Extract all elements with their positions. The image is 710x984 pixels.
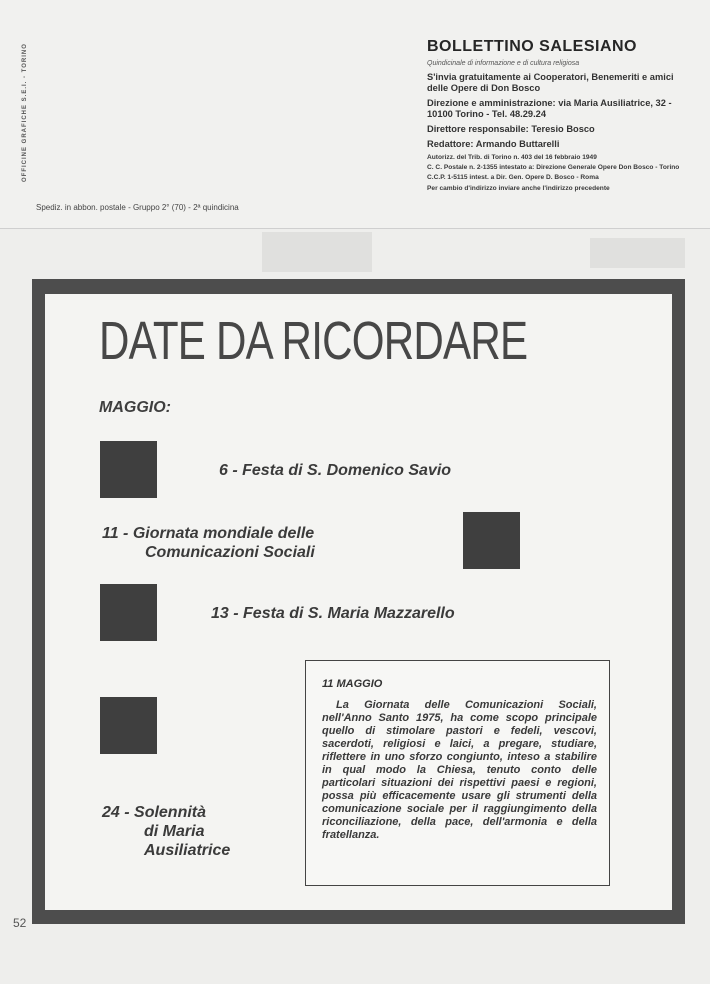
info-box-title: 11 MAGGIO [322, 678, 383, 690]
date-entry-24-line1: 24 - Solennità [102, 804, 207, 821]
month-label: MAGGIO: [99, 399, 171, 416]
date-entry-24-line2: di Maria [144, 823, 205, 840]
date-square-4 [100, 697, 157, 754]
date-entry-11 [102, 524, 315, 562]
notice-title: DATE DA RICORDARE [99, 311, 528, 371]
show-through-shape [262, 232, 372, 272]
date-square-3 [100, 584, 157, 641]
masthead-postal-account-2: C.C.P. 1-5115 intest. a Dir. Gen. Opere D. Bosco - Roma [427, 174, 599, 182]
date-square-2 [463, 512, 520, 569]
date-entry-24-line3: Ausiliatrice [144, 842, 231, 859]
masthead-postal-account-1: C. C. Postale n. 2-1355 intestato a: Direzione Generale Opere Don Bosco - Torino [427, 164, 680, 172]
masthead-subtitle: Quindicinale di informazione e di cultura religiosa [427, 60, 580, 67]
notice-frame [32, 279, 685, 924]
masthead-distribution: S'invia gratuitamente ai Cooperatori, Benemeriti e amici delle Opere di Don Bosco [427, 72, 674, 93]
date-entry-13: 13 - Festa di S. Maria Mazzarello [211, 605, 455, 622]
masthead-title: BOLLETTINO SALESIANO [427, 38, 637, 55]
date-entry-24 [102, 803, 230, 860]
date-entry-11-line2: Comunicazioni Sociali [145, 544, 315, 561]
masthead-authorization: Autorizz. del Trib. di Torino n. 403 del 16 febbraio 1949 [427, 154, 597, 161]
notice-panel [45, 294, 672, 910]
info-box [305, 660, 610, 886]
masthead-administration: Direzione e amministrazione: via Maria Ausiliatrice, 32 - 10100 Torino - Tel. 48.29.24 [427, 98, 672, 119]
masthead [427, 38, 689, 195]
page-number: 52 [13, 916, 27, 930]
header-band [0, 0, 710, 229]
masthead-editor: Redattore: Armando Buttarelli [427, 139, 560, 149]
show-through-shape [590, 238, 685, 268]
info-box-body: La Giornata delle Comunicazioni Sociali, nell'Anno Santo 1975, ha come scopo principale quello di stimolare pastori e fedeli, vescovi, sacerdoti, religiosi e laici, a pregare, studiare, riflettere in uno sforzo congiunto, inteso a stabilire in qual modo la Chiesa, tenuto conto delle particolari situazioni dei rispettivi paesi e regioni, possa più efficacemente usare gli strumenti della comunicazione sociale per il raggiungimento della riconciliazione, della pace, dell'armonia e della fratellanza. [322, 699, 597, 841]
masthead-director: Direttore responsabile: Teresio Bosco [427, 124, 595, 134]
date-entry-6: 6 - Festa di S. Domenico Savio [219, 462, 452, 479]
date-square-1 [100, 441, 157, 498]
date-entry-11-line1: 11 - Giornata mondiale delle [102, 525, 315, 542]
printer-imprint: OFFICINE GRAFICHE S.E.I. - TORINO [22, 43, 28, 182]
masthead-address-change: Per cambio d'indirizzo inviare anche l'indirizzo precedente [427, 184, 610, 192]
postal-line: Spediz. in abbon. postale - Gruppo 2° (70) - 2ª quindicina [36, 203, 239, 212]
